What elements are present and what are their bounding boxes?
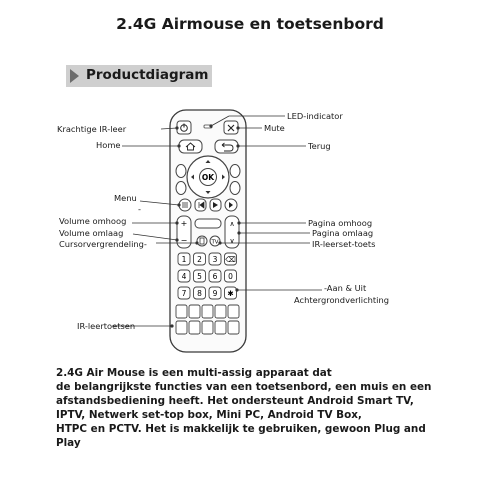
- description-line: IPTV, Netwerk set-top box, Mini PC, Android TV Box,: [56, 409, 362, 421]
- label-menu-dash: -: [138, 204, 141, 214]
- left-lower-button: [176, 182, 186, 195]
- keypad-key-label: 9: [212, 289, 218, 298]
- keypad-key-label: 5: [197, 272, 202, 281]
- page-down-icon: ∨: [229, 237, 235, 245]
- section-banner-label: Productdiagram: [86, 67, 209, 83]
- description-line: HTPC en PCTV. Het is makkelijk te gebruiken, gewoon Plug and: [56, 423, 426, 435]
- label-ir-learn-key: IR-leerset-toets: [312, 239, 376, 249]
- label-mute: Mute: [264, 123, 285, 133]
- description-line: Play: [56, 437, 81, 449]
- label-volume-down: Volume omlaag: [59, 228, 124, 238]
- volume-plus-icon: +: [180, 219, 188, 228]
- label-on-off: -Aan & Uit: [324, 283, 367, 293]
- keypad-key-label: 8: [197, 289, 202, 298]
- label-home: Home: [96, 140, 121, 150]
- ir-learn-key: [215, 305, 226, 318]
- volume-minus-icon: −: [180, 236, 188, 245]
- description-line: de belangrijkste functies van een toetsenbord, een muis en een: [56, 381, 432, 393]
- keypad-key-label: 4: [181, 272, 187, 281]
- keypad-key-label: 3: [212, 255, 218, 264]
- label-led-indicator: LED-indicator: [287, 111, 343, 121]
- label-back: Terug: [308, 141, 331, 151]
- label-page-up: Pagina omhoog: [308, 218, 373, 228]
- home-button: [179, 140, 202, 153]
- ir-learn-key: [228, 305, 239, 318]
- label-volume-up: Volume omhoog: [59, 216, 127, 226]
- ir-learn-key: [202, 305, 213, 318]
- ok-label: OK: [201, 173, 215, 182]
- ir-learn-key: [228, 321, 239, 334]
- label-cursor-lock: Cursorvergrendeling-: [59, 239, 147, 249]
- cursor-lock-button: [197, 236, 207, 246]
- tv-label: TV: [211, 239, 219, 246]
- ir-learn-key: [202, 321, 213, 334]
- keypad-key-label: 7: [181, 289, 187, 298]
- ir-learn-key: [189, 305, 200, 318]
- keypad-key-label: 0: [228, 272, 233, 281]
- label-menu: Menu: [114, 193, 137, 203]
- middle-wide-button: [195, 219, 221, 228]
- keypad-key-label: ⌫: [225, 255, 236, 264]
- keypad-key-label: 2: [197, 255, 202, 264]
- keypad-key-label: 6: [212, 272, 218, 281]
- description-line: afstandsbediening heeft. Het ondersteunt Android Smart TV,: [56, 395, 414, 407]
- description-line: 2.4G Air Mouse is een multi-assig apparaat dat: [56, 367, 332, 379]
- page-up-icon: ∧: [229, 220, 235, 228]
- keypad-key-label: 1: [181, 255, 187, 264]
- left-upper-button: [176, 165, 186, 178]
- page-title: 2.4G Airmouse en toetsenbord: [116, 15, 384, 33]
- ir-learn-key: [176, 321, 187, 334]
- ir-learn-key: [215, 321, 226, 334]
- ir-learn-key: [189, 321, 200, 334]
- ir-learn-key: [176, 305, 187, 318]
- description: [56, 366, 456, 450]
- right-upper-button: [230, 165, 240, 178]
- label-ir-learn-keys: IR-leertoetsen: [77, 321, 136, 331]
- label-page-down: Pagina omlaag: [312, 228, 374, 238]
- label-power: Krachtige IR-leer: [57, 124, 127, 134]
- right-lower-button: [230, 182, 240, 195]
- label-backlight: Achtergrondverlichting: [294, 295, 390, 305]
- keypad-key-label: ✱: [227, 289, 234, 298]
